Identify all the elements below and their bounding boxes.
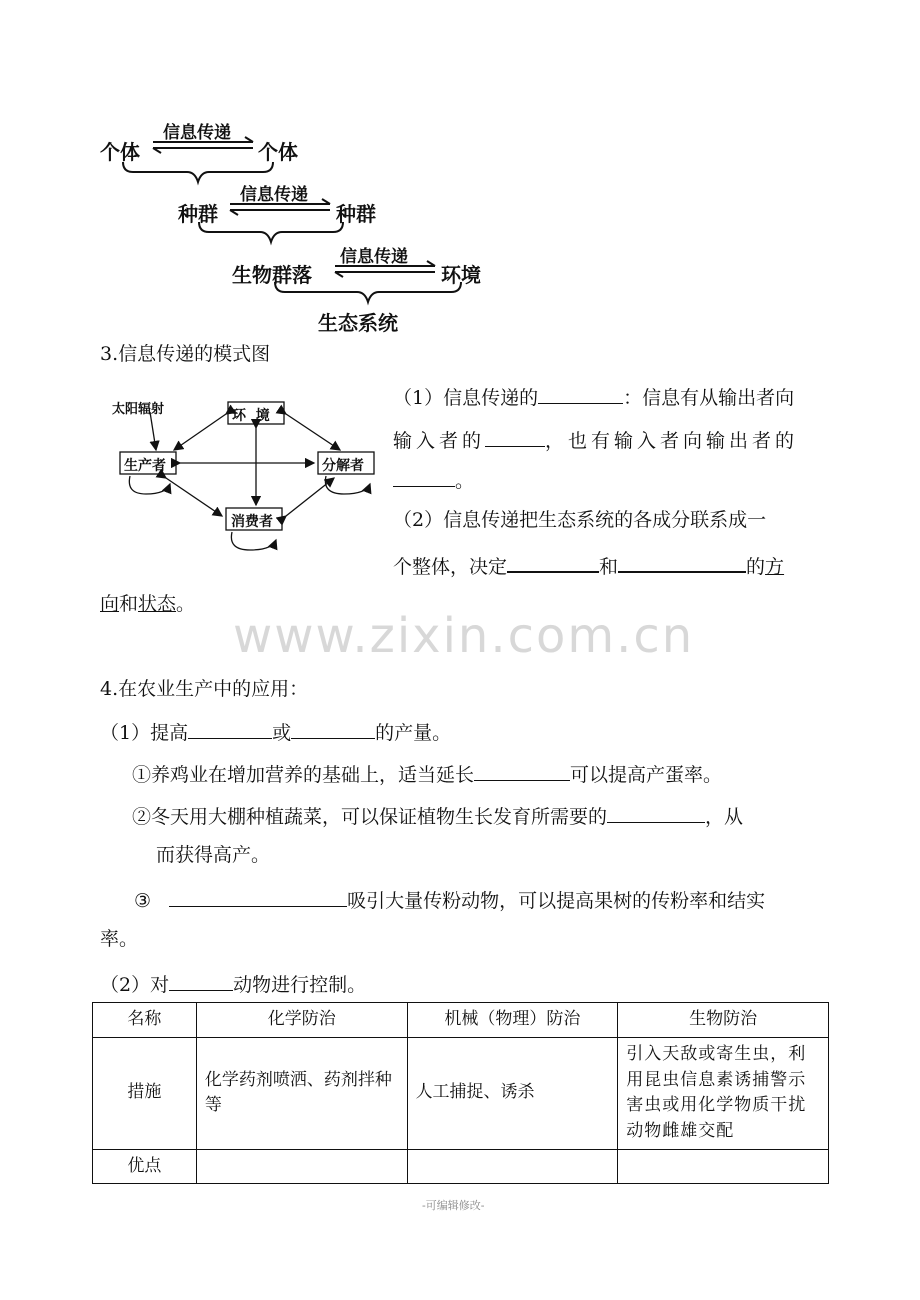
item3-text-c: 率。 (100, 928, 139, 950)
hierarchy-arrows (95, 110, 515, 340)
item2-line (132, 804, 743, 827)
q1-text-b: 的产量。 (375, 722, 452, 744)
p2-de: 的 (746, 556, 766, 578)
item3-text-b: 吸引大量传粉动物，可以提高果树的传粉率和结实 (347, 890, 766, 912)
page-footer: -可编辑修改- (422, 1199, 485, 1212)
p2-and: 和 (599, 556, 619, 578)
blank-item3[interactable] (169, 888, 347, 907)
ecosystem-label: 生态系统 (318, 311, 398, 335)
producer-box-label: 生产者 (124, 458, 166, 474)
info-transfer-label-3: 信息传递 (340, 247, 408, 267)
blank-decide-2[interactable] (618, 553, 746, 573)
p2-end: 。 (176, 593, 196, 615)
row-label-advantages: 优点 (93, 1149, 197, 1184)
section3-heading: 3.信息传递的模式图 (100, 343, 271, 365)
q1-or: 或 (272, 722, 292, 744)
item2-text-c: 而获得高产。 (156, 844, 271, 866)
q1-text-a: （1）提高 (100, 722, 189, 744)
p2-fang: 方 (765, 556, 785, 578)
cell-mechanical-measures: 人工捕捉、诱杀 (407, 1037, 618, 1149)
blank-q2[interactable] (169, 972, 233, 991)
row-label-measures: 措施 (93, 1037, 197, 1149)
p1-text-c: 输入者的 (393, 430, 486, 452)
item2-text-a: ②冬天用大棚种植蔬菜，可以保证植物生长发育所需要的 (132, 806, 608, 828)
section4-heading: 4.在农业生产中的应用： (100, 678, 309, 700)
blank-transfer-1[interactable] (485, 428, 545, 447)
info-transfer-label-2: 信息传递 (240, 185, 308, 205)
pest-control-table (92, 1002, 829, 1184)
table-row (93, 1149, 829, 1184)
blank-item2[interactable] (607, 804, 705, 823)
population-right: 种群 (336, 202, 376, 226)
p2-text-a: 个整体，决定 (393, 556, 508, 578)
p1-text-end: 。 (455, 470, 475, 492)
blank-q1-2[interactable] (291, 720, 375, 739)
q2-text-b: 动物进行控制。 (233, 974, 367, 996)
cell-mechanical-advantages[interactable] (407, 1149, 618, 1184)
p1-text-b: ：信息有从输出者向 (623, 387, 795, 409)
watermark: www.zixin.com.cn (233, 608, 695, 664)
sun-radiation-label: 太阳辐射 (112, 402, 165, 417)
header-chemical: 化学防治 (196, 1003, 407, 1038)
header-mechanical: 机械（物理）防治 (407, 1003, 618, 1038)
table-row (93, 1037, 829, 1149)
blank-decide-1[interactable] (507, 553, 599, 573)
cell-chemical-advantages[interactable] (196, 1149, 407, 1184)
q2-line (100, 972, 366, 995)
blank-item1[interactable] (474, 762, 570, 781)
info-transfer-label-1: 信息传递 (163, 123, 231, 143)
item3-num: ③ (134, 890, 152, 912)
q2-text-a: （2）对 (100, 974, 170, 996)
population-left: 种群 (178, 202, 218, 226)
header-biological: 生物防治 (618, 1003, 829, 1038)
p1-text-d: ，也有输入者向输出者的 (545, 430, 799, 452)
p2-state: 状态 (138, 593, 177, 615)
cell-chemical-measures: 化学药剂喷洒、药剂拌种等 (196, 1037, 407, 1149)
cell-biological-advantages[interactable] (618, 1149, 829, 1184)
env-box-label: 环 境 (232, 408, 270, 424)
p2-xiang: 向 (100, 593, 120, 615)
blank-direction[interactable] (538, 385, 623, 404)
community-label: 生物群落 (232, 263, 312, 287)
item1-text-b: 可以提高产蛋率。 (570, 764, 723, 786)
environment-label: 环境 (441, 263, 481, 287)
decomposer-box-label: 分解者 (322, 458, 364, 474)
q1-line (100, 720, 451, 743)
blank-transfer-2[interactable] (393, 468, 455, 487)
cell-biological-measures: 引入天敌或寄生虫，利用昆虫信息素诱捕警示害虫或用化学物质干扰动物雌雄交配 (618, 1037, 829, 1149)
p2-he: 和 (119, 593, 139, 615)
individual-right: 个体 (258, 140, 298, 164)
item2-text-b: ，从 (705, 806, 744, 828)
header-name: 名称 (93, 1003, 197, 1038)
item3-line (134, 888, 765, 911)
p1-text-a: （1）信息传递的 (393, 387, 539, 409)
item1-text-a: ①养鸡业在增加营养的基础上，适当延长 (132, 764, 475, 786)
p2-line-1: （2）信息传递把生态系统的各成分联系成一 (393, 509, 767, 531)
individual-left: 个体 (100, 140, 140, 164)
consumer-box-label: 消费者 (231, 514, 273, 530)
blank-q1-1[interactable] (188, 720, 272, 739)
table-header-row (93, 1003, 829, 1038)
item1-line (132, 762, 722, 785)
